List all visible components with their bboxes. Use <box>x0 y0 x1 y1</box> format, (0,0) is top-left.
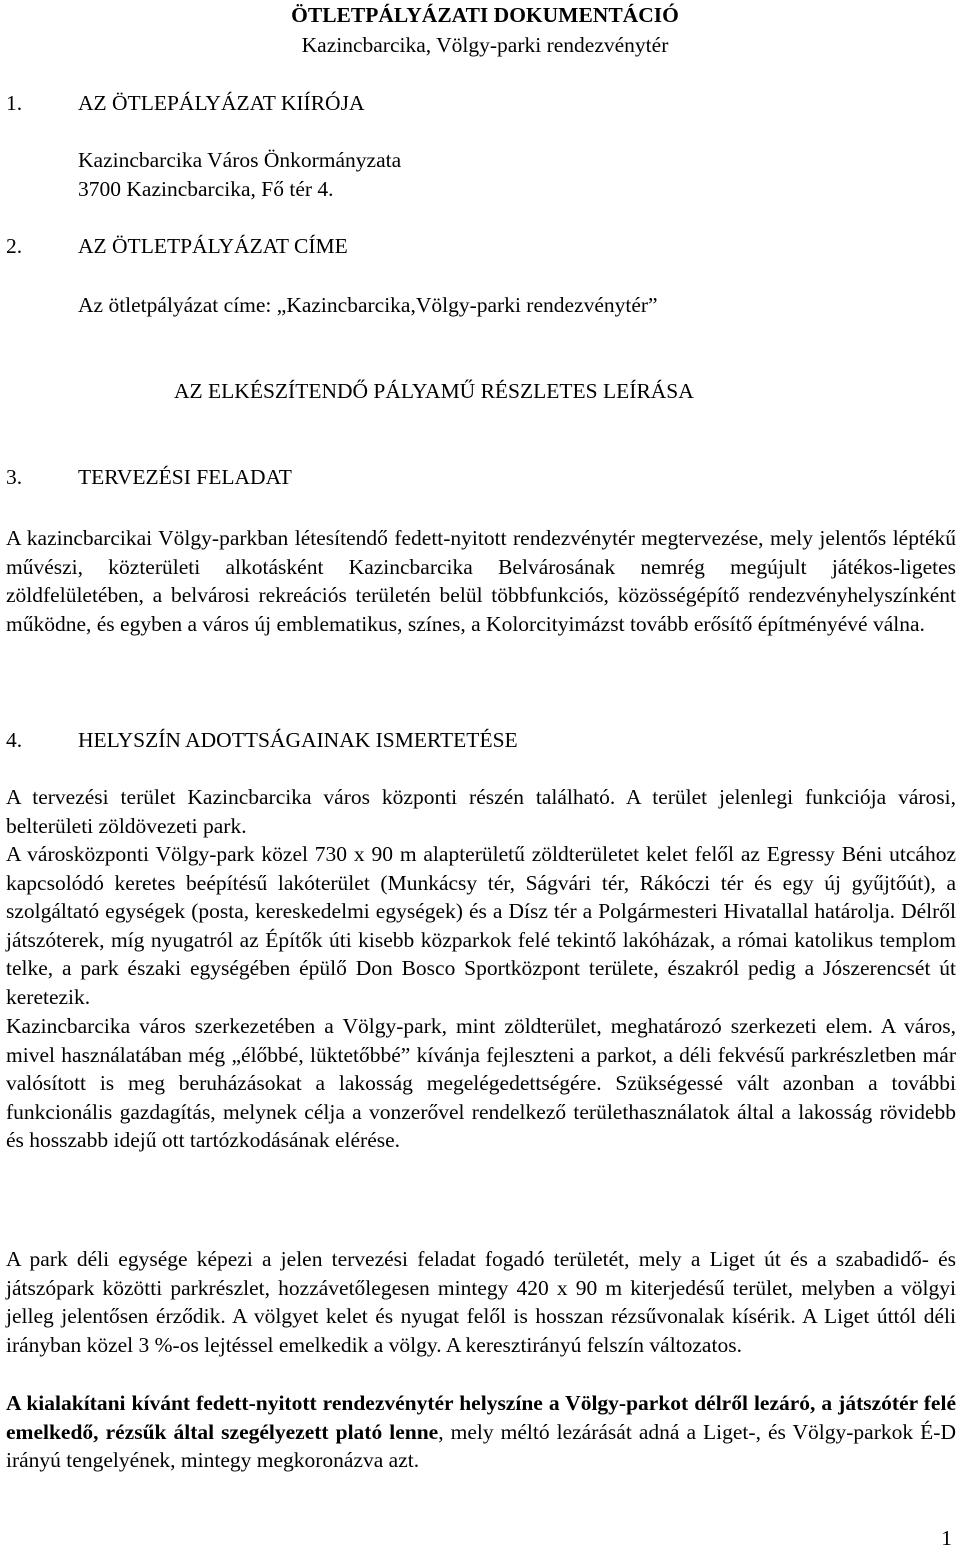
section-2-heading <box>6 231 348 261</box>
section-1-heading <box>6 88 364 118</box>
section-3-title: TERVEZÉSI FELADAT <box>78 465 292 489</box>
detailed-description-heading: AZ ELKÉSZÍTENDŐ PÁLYAMŰ RÉSZLETES LEÍRÁSA <box>174 379 694 403</box>
section-1-title: AZ ÖTLEPÁLYÁZAT KIÍRÓJA <box>78 91 365 115</box>
issuer-address: 3700 Kazincbarcika, Fő tér 4. <box>78 177 334 201</box>
section-1-number: 1. <box>6 91 23 115</box>
section-4-heading <box>6 725 518 755</box>
site-paragraph-2: A városközponti Völgy-park közel 730 x 90 m alapterületű zöldterületet kelet felől az Egressy Béni utcához kapcsolódó keretes beépítésű lakóterület (Munkácsy tér, Ságvári tér, Rákóczi tér és egy új gyűjtőút), a szolgáltató egységek (posta, kereskedelmi egységek) és a Dísz tér a Polgármesteri Hivatallal határolja. Délről játszóterek, míg nyugatról az Építők úti kisebb közparkok felé tekintő lakóházak, a római katolikus templom telke, a park északi egységében épülő Don Bosco Sportközpont területe, északról pedig a Jószerencsét út keretezik. <box>6 842 956 1009</box>
section-4-title: HELYSZÍN ADOTTSÁGAINAK ISMERTETÉSE <box>78 728 518 752</box>
document-header <box>250 0 720 60</box>
section-4-number: 4. <box>6 728 23 752</box>
design-task-paragraph: A kazincbarcikai Völgy-parkban létesítendő fedett-nyitott rendezvénytér megtervezése, mely jelentős léptékű művészi, közterületi alkotásként Kazincbarcika Belvárosának nemrég megújult játékos-ligetes zöldfelületében, a belvárosi rekreációs területén belül többfunkciós, közösségépítő rendezvényhelyszínként működne, és egyben a város új emblematikus, színes, a Kolorcityimázst tovább erősítő építményévé válna. <box>6 526 956 636</box>
document-subtitle: Kazincbarcika, Völgy-parki rendezvénytér <box>301 33 669 57</box>
page-number: 1 <box>941 1526 952 1550</box>
site-paragraph-3: Kazincbarcika város szerkezetében a Völgy-park, mint zöldterület, meghatározó szerkezeti elem. A város, mivel használatában még „élőbbé, lüktetőbbé” kívánja fejleszteni a parkot, a déli fekvésű parkrészletben már valósított is meg beruházásokat a lakosság megelégedettségére. Szükségessé vált azonban a további funkcionális gazdagítás, melynek célja a vonzerővel rendelkező területhasználatok által a lakosság rövidebb és hosszabb idejű ott tartózkodásának elérése. <box>6 1014 956 1153</box>
site-paragraph-4: A park déli egysége képezi a jelen tervezési feladat fogadó területét, mely a Liget út és a szabadidő- és játszópark közötti parkrészlet, hozzávetőlegesen mintegy 420 x 90 m kiterjedésű terület, melyben a völgyi jelleg jelentősen érződik. A völgyet kelet és nyugat felől is hosszan rézsűvonalak kísérik. A Liget úttól déli irányban közel 3 %-os lejtéssel emelkedik a völgy. A keresztirányú felszín változatos. <box>6 1247 956 1357</box>
site-paragraph-1: A tervezési terület Kazincbarcika város központi részén található. A terület jelenlegi funkciója városi, belterületi zöldövezeti park. <box>6 785 956 838</box>
site-paragraph-5-rest: , mely méltó lezárását adná a Liget-, és Völgy-parkok É-D irányú tengelyének, mintegy megkoronázva azt. <box>6 1419 956 1473</box>
section-2-title: AZ ÖTLETPÁLYÁZAT CÍME <box>78 234 348 258</box>
site-paragraph-5-bold: A kialakítani kívánt fedett-nyitott rendezvénytér helyszíne a Völgy-parkot délről lezáró, a játszótér felé emelkedő, rézsűk által szegélyezett plató lenne <box>6 1391 956 1444</box>
section-3-number: 3. <box>6 465 23 489</box>
site-paragraph-5 <box>6 1389 956 1475</box>
document-title: ÖTLETPÁLYÁZATI DOKUMENTÁCIÓ <box>291 3 679 27</box>
section-2-number: 2. <box>6 234 23 258</box>
competition-title-line: Az ötletpályázat címe: „Kazincbarcika,Völgy-parki rendezvénytér” <box>78 293 658 317</box>
section-3-heading <box>6 462 292 492</box>
issuer-name: Kazincbarcika Város Önkormányzata <box>78 148 402 172</box>
